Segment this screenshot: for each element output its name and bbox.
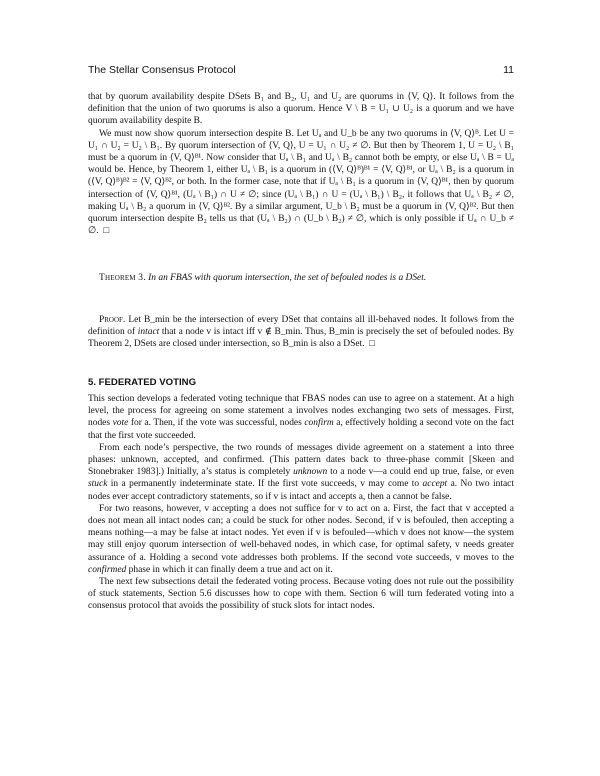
section-body [88,393,514,613]
emphasis-confirm: confirm [304,418,334,429]
proof-paragraph: that by quorum availability despite DSets B₁ and B₂, U₁ and U₂ are quorums in ⟨V, Q⟩. It follows from the definition that the union of two quorums is also a quorum. Hence V \ B = U₁ ∪ U₂ is a quorum and we have quorum availability despite B. [88,92,514,127]
running-header [88,64,514,76]
page-number: 11 [503,64,514,76]
emphasis-unknown: unknown [293,467,328,478]
section-paragraph: For two reasons, however, v accepting a does not suffice for v to act on a. First, the fact that v accepted a does not mean all intact nodes can; a could be stuck for other nodes. Second, if v is befouled, then accepting a means nothing—a may be false at intact nodes. Yet even if v is befouled—which v does not know—the system may still enjoy quorum intersection of well-behaved nodes, in which case, for optimal safety, v needs greater assurance of a. Holding a second vote addresses both problems. If the second vote succeeds, v moves to the confirmed phase in which it can finally deem a true and act on it. [88,503,514,575]
proof-continuation [88,91,514,237]
section-heading: 5. FEDERATED VOTING [88,377,197,388]
theorem-3 [88,272,514,284]
theorem-label: Theorem 3. [99,273,146,283]
emphasis-stuck: stuck [88,479,108,490]
qed-mark: □ [103,226,110,237]
proof-text: that a node v is intact iff v ∉ B_min. Thus, B_min is precisely the set of befouled nodes. By Theorem 2, DSets are closed under intersection, so B_min is also a DSet. [88,327,514,350]
qed-mark: □ [369,339,375,350]
theorem-statement: In an FBAS with quorum intersection, the set of befouled nodes is a DSet. [148,273,427,283]
proof-theorem-3 [88,314,514,351]
proof-text: Let B_min be the intersection of every DSet that contains all ill-behaved nodes. It follows from the definition of [88,315,515,338]
section-paragraph: The next few subsections detail the federated voting process. Because voting does not rule out the possibility of stuck statements, Section 5.6 discusses how to cope with them. Section 6 will turn federated voting into a consensus protocol that avoids the possibility of stuck slots for intact nodes. [88,577,514,612]
section-paragraph: This section develops a federated voting technique that FBAS nodes can use to agree on a statement. At a high level, the process for agreeing on some statement a involves nodes exchanging two sets of messages. First, nodes vote for a. Then, if the vote was successful, nodes confirm a, effectively holding a second vote on the fact that the first vote succeeded. [88,394,514,441]
emphasis-intact: intact [137,327,160,338]
proof-label: Proof. [99,315,126,325]
proof-text: We must now show quorum intersection despite B. Let Uₐ and U_b be any two quorums in ⟨V, Q⟩ᴮ. Let U = U₁ ∩ U₂ = U₂ \ B₁. By quorum intersection of ⟨V, Q⟩, U = U₁ ∩ U₂ ≠ ∅. But then by Theorem 1, U = U₂ \ B₁ must be a quorum in ⟨V, Q⟩ᴮ¹. Now consider that Uₐ \ B₁ and Uₐ \ B₂ cannot both be empty, or else Uₐ \ B = Uₐ would be. Hence, by Theorem 1, either Uₐ \ B₁ is a quorum in (⟨V, Q⟩ᴮ)ᴮ¹ = ⟨V, Q⟩ᴮ¹, or Uₐ \ B₂ is a quorum in (⟨V, Q⟩ᴮ)ᴮ² = ⟨V, Q⟩ᴮ², or both. In the former case, note that if Uₐ \ B₁ is a quorum in ⟨V, Q⟩ᴮ¹, then by quorum intersection of ⟨V, Q⟩ᴮ¹, (Uₐ \ B₁) ∩ U ≠ ∅; since (Uₐ \ B₁) ∩ U = (Uₐ \ B₁) \ B₂, it follows that Uₐ \ B₂ ≠ ∅, making Uₐ \ B₂ a quorum in ⟨V, Q⟩ᴮ². By a similar argument, U_b \ B₂ must be a quorum in ⟨V, Q⟩ᴮ². But then quorum intersection despite B₂ tells us that (Uₐ \ B₂) ∩ (U_b \ B₂) ≠ ∅, which is only possible if Uₐ ∩ U_b ≠ ∅. [88,128,514,237]
running-title: The Stellar Consensus Protocol [88,64,236,76]
section-paragraph: From each node’s perspective, the two rounds of messages divide agreement on a statement a into three phases: unknown, accepted, and confirmed. (This pattern dates back to three-phase commit [Skeen and Stonebraker 1983].) Initially, a’s status is completely unknown to a node v—a could end up true, false, or even stuck in a permanently indeterminate state. If the first vote succeeds, v may come to accept a. No two intact nodes ever accept contradictory statements, so if v is intact and accepts a, then a cannot be false. [88,442,514,502]
emphasis-confirmed: confirmed [88,564,127,575]
emphasis-vote: vote [112,418,129,429]
emphasis-accept: accept [422,479,448,490]
proof-paragraph [88,128,514,238]
